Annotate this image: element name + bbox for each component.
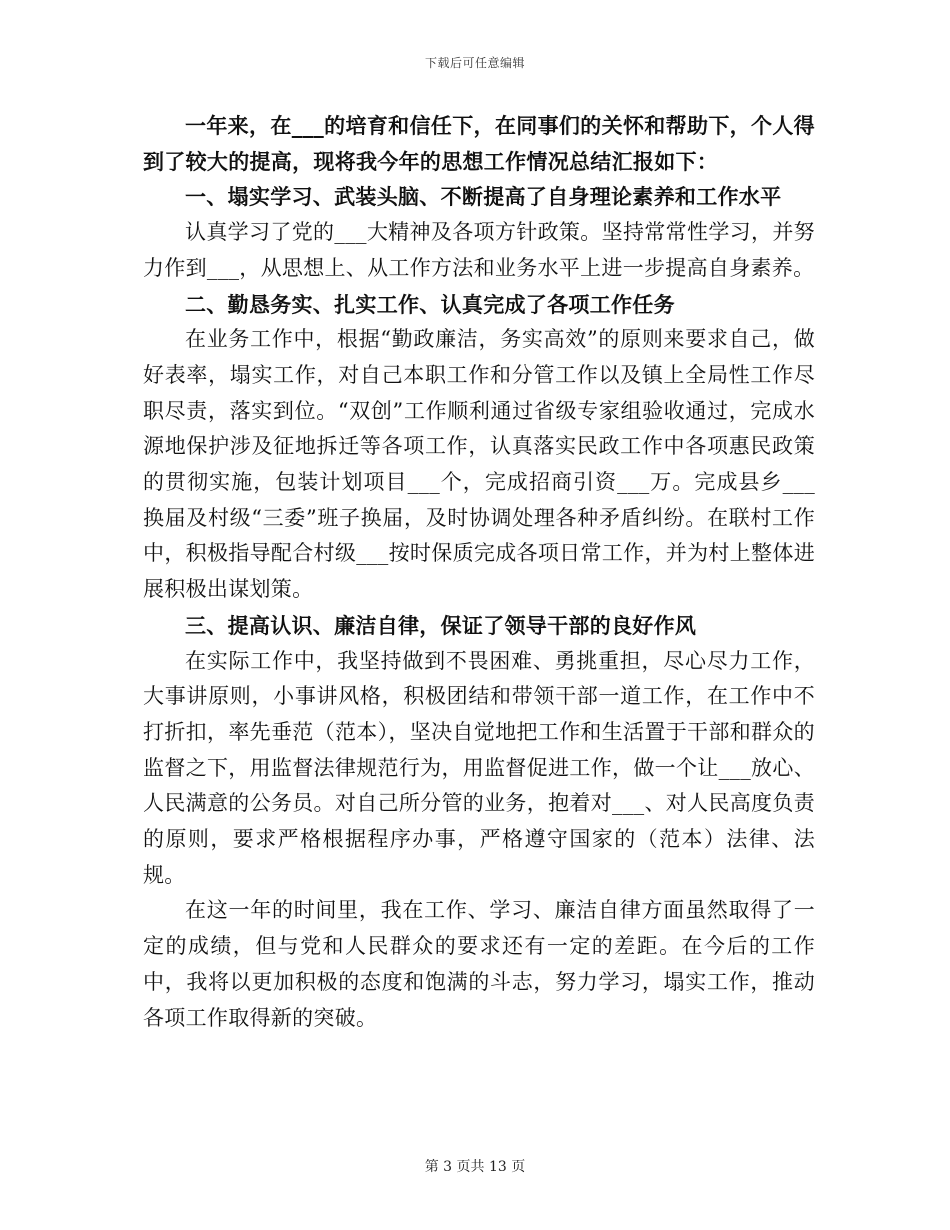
section-1-body: 认真学习了党的___大精神及各项方针政策。坚持常常性学习，并努力作到___，从思想上、从工作方法和业务水平上进一步提高自身素养。 [143, 220, 815, 280]
section-2-heading: 二、勤恳务实、扎实工作、认真完成了各项工作任务 [185, 291, 675, 317]
header-note: 下载后可任意编辑 [424, 56, 525, 70]
section-1-heading: 一、塌实学习、武装头脑、不断提高了自身理论素养和工作水平 [185, 184, 782, 210]
conclusion-paragraph: 在这一年的时间里，我在工作、学习、廉洁自律方面虽然取得了一定的成绩，但与党和人民群众的要求还有一定的差距。在今后的工作中，我将以更加积极的态度和饱满的斗志，努力学习，塌实工作，推动各项工作取得新的突破。 [143, 898, 815, 1030]
section-3-body: 在实际工作中，我坚持做到不畏困难、勇挑重担，尽心尽力工作，大事讲原则，小事讲风格，积极团结和带领干部一道工作，在工作中不打折扣，率先垂范（范本），坚决自觉地把工作和生活置于干部和群众的监督之下，用监督法律规范行为，用监督促进工作，做一个让___放心、人民满意的公务员。对自己所分管的业务，抱着对___、对人民高度负责的原则，要求严格根据程序办事，严格遵守国家的（范本）法律、法规。 [143, 648, 815, 887]
intro-paragraph: 一年来，在___的培育和信任下，在同事们的关怀和帮助下，个人得到了较大的提高，现将我今年的思想工作情况总结汇报如下： [143, 113, 815, 174]
section-3-heading: 三、提高认识、廉洁自律，保证了领导干部的良好作风 [185, 612, 697, 638]
section-2-body: 在业务工作中，根据“勤政廉洁，务实高效”的原则来要求自己，做好表率，塌实工作，对自己本职工作和分管工作以及镇上全局性工作尽职尽责，落实到位。“双创”工作顺利通过省级专家组验收通过，完成水源地保护涉及征地拆迁等各项工作，认真落实民政工作中各项惠民政策的贯彻实施，包装计划项目___个，完成招商引资___万。完成县乡___换届及村级“三委”班子换届，及时协调处理各种矛盾纠纷。在联村工作中，积极指导配合村级___按时保质完成各项日常工作，并为村上整体进展积极出谋划策。 [143, 327, 815, 602]
document-body [143, 108, 815, 1036]
page-indicator: 第 3 页共 13 页 [424, 1159, 526, 1175]
